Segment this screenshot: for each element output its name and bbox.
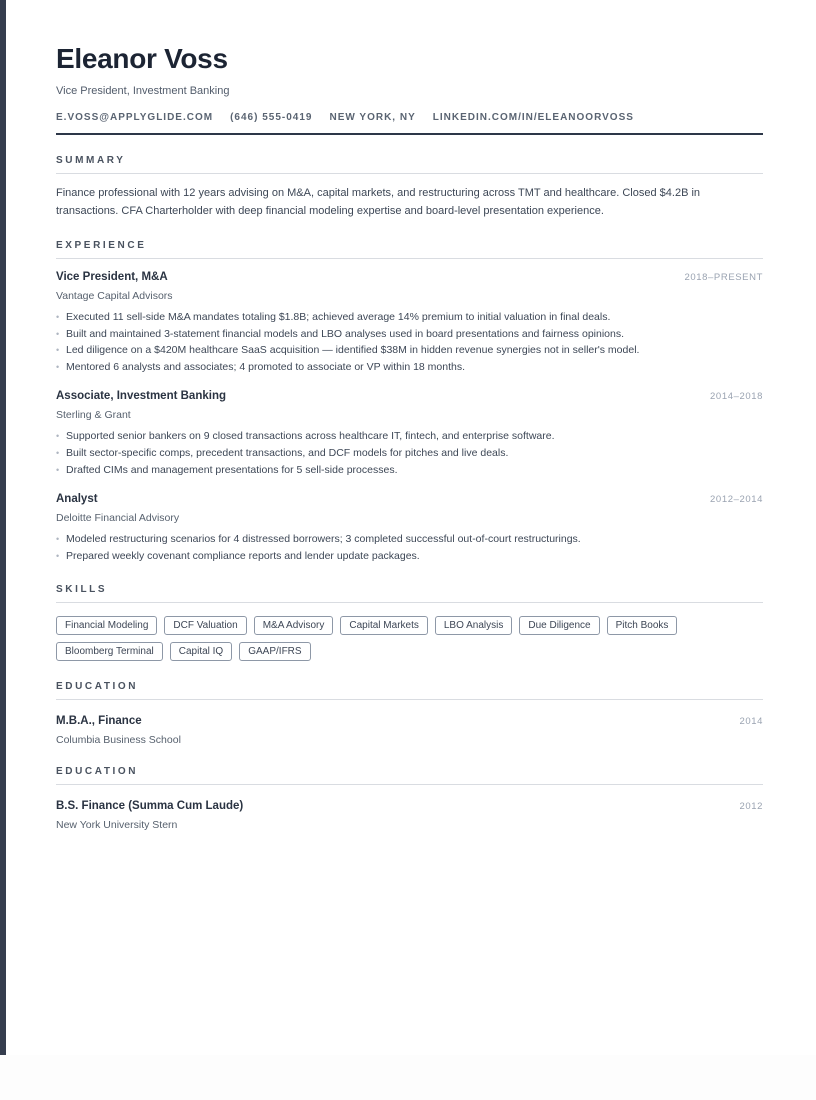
bullet-item (56, 462, 763, 479)
job-company: Sterling & Grant (56, 409, 131, 422)
education-entry (56, 800, 763, 831)
summary-section (56, 155, 763, 220)
bullet-text: Led diligence on a $420M healthcare SaaS acquisition — identified $38M in hidden revenue synergies not in seller's model. (66, 344, 640, 357)
summary-heading: SUMMARY (56, 155, 126, 166)
bullet-text: Modeled restructuring scenarios for 4 distressed borrowers; 3 completed successful out-of-court restructurings. (66, 533, 581, 546)
bullet-marker-icon: • (56, 534, 60, 545)
bullet-marker-icon: • (56, 312, 60, 322)
skill-chip: Financial Modeling (56, 616, 157, 635)
job-header (56, 493, 763, 505)
bullet-item (56, 445, 763, 462)
bullet-text: Executed 11 sell-side M&A mandates totaling $1.8B; achieved average 14% premium to initial valuation in final deals. (66, 311, 611, 323)
skill-chip: M&A Advisory (254, 616, 334, 635)
skill-chip: Capital IQ (170, 642, 232, 661)
summary-rule (56, 173, 763, 174)
summary-text: Finance professional with 12 years advising on M&A, capital markets, and restructuring across TMT and healthcare. Closed $4.2B in transactions. CFA Charterholder with deep financial modeling expertise and board-level presentation experience. (56, 187, 701, 217)
header-divider (56, 133, 763, 135)
job-company: Vantage Capital Advisors (56, 290, 173, 302)
job-dates: 2012–2014 (710, 494, 763, 506)
degree-title: M.B.A., Finance (56, 715, 142, 728)
education-header (56, 715, 763, 727)
bullet-item (56, 326, 763, 343)
bullet-item (56, 359, 763, 376)
bullet-text: Built sector-specific comps, precedent transactions, and DCF models for pitches and live deals. (66, 446, 509, 459)
bullet-item (56, 531, 763, 548)
bullet-text: Drafted CIMs and management presentations for 5 sell-side processes. (66, 463, 398, 476)
job-bullets (56, 309, 763, 375)
education-heading: EDUCATION (56, 681, 139, 693)
job-title: Associate, Investment Banking (56, 390, 226, 403)
degree-title: B.S. Finance (Summa Cum Laude) (56, 800, 244, 813)
job-entry (56, 271, 763, 375)
skill-chip: LBO Analysis (435, 616, 512, 635)
education-heading: EDUCATION (56, 766, 139, 778)
job-bullets (56, 428, 763, 478)
candidate-name: Eleanor Voss (56, 43, 228, 74)
school-name: Columbia Business School (56, 734, 181, 747)
bullet-marker-icon: • (56, 345, 60, 356)
bullet-marker-icon: • (56, 464, 60, 475)
skills-section (56, 584, 763, 661)
bullet-marker-icon: • (56, 431, 60, 442)
job-header (56, 271, 763, 283)
contact-row (56, 112, 763, 123)
job-dates: 2014–2018 (710, 391, 763, 403)
job-title: Vice President, M&A (56, 271, 168, 283)
bullet-text: Built and maintained 3-statement financial models and LBO analyses used in board presentations and fairness opinions. (66, 327, 625, 340)
job-dates: 2018–PRESENT (684, 272, 763, 283)
education-section (56, 681, 763, 746)
job-company: Deloitte Financial Advisory (56, 512, 180, 525)
skills-chips (56, 616, 763, 661)
education-entry (56, 715, 763, 746)
job-entry (56, 493, 763, 564)
bullet-item (56, 428, 763, 445)
bullet-marker-icon: • (56, 550, 60, 561)
job-header (56, 390, 763, 402)
bullet-item (56, 342, 763, 359)
bullet-text: Mentored 6 analysts and associates; 4 promoted to associate or VP within 18 months. (66, 360, 466, 373)
contact-item: (646) 555-0419 (230, 112, 313, 123)
experience-heading: EXPERIENCE (56, 240, 147, 251)
bullet-item (56, 548, 763, 565)
bullet-text: Supported senior bankers on 9 closed transactions across healthcare IT, fintech, and enterprise software. (66, 430, 555, 443)
skill-chip: DCF Valuation (164, 616, 246, 635)
bullet-item (56, 309, 763, 326)
degree-year: 2014 (739, 716, 763, 728)
job-bullets (56, 531, 763, 564)
contact-item: LINKEDIN.COM/IN/ELEANOORVOSS (432, 112, 634, 123)
education-header (56, 800, 763, 812)
contact-item: E.VOSS@APPLYGLIDE.COM (56, 112, 214, 123)
degree-year: 2012 (739, 801, 763, 813)
skills-heading: SKILLS (56, 584, 108, 596)
contact-item: NEW YORK, NY (329, 112, 416, 123)
left-accent-bar (0, 0, 6, 1055)
candidate-title: Vice President, Investment Banking (56, 85, 230, 97)
skill-chip: Due Diligence (519, 616, 599, 635)
skill-chip: Pitch Books (607, 616, 678, 635)
education-section (56, 766, 763, 831)
education-rule (56, 784, 763, 785)
skills-rule (56, 602, 763, 603)
job-title: Analyst (56, 493, 98, 506)
education-rule (56, 699, 763, 700)
bullet-text: Prepared weekly covenant compliance reports and lender update packages. (66, 549, 420, 562)
experience-jobs (56, 271, 763, 564)
skill-chip: GAAP/IFRS (239, 642, 310, 661)
bullet-marker-icon: • (56, 361, 60, 372)
experience-rule (56, 258, 763, 259)
skill-chip: Bloomberg Terminal (56, 642, 163, 661)
skill-chip: Capital Markets (340, 616, 427, 635)
bullet-marker-icon: • (56, 447, 60, 458)
bullet-marker-icon: • (56, 328, 60, 339)
job-entry (56, 390, 763, 478)
school-name: New York University Stern (56, 819, 178, 832)
education-sections (56, 681, 763, 831)
experience-section (56, 240, 763, 564)
